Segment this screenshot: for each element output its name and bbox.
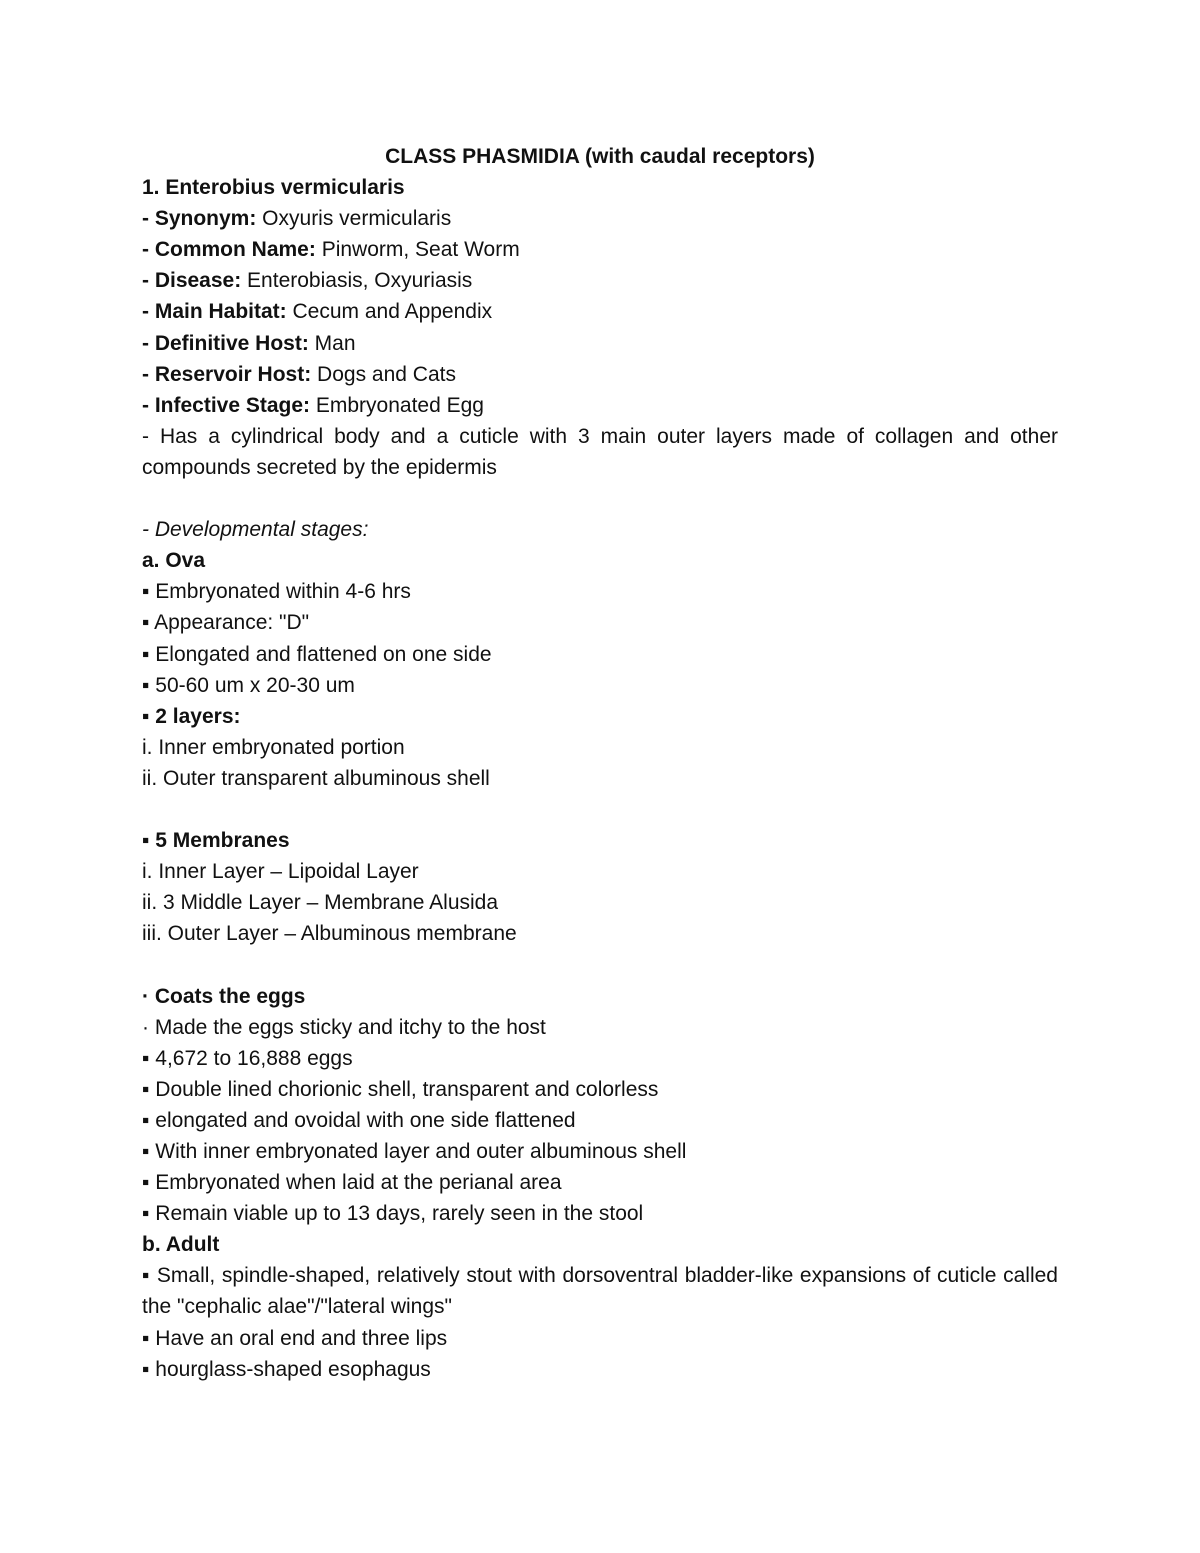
species-heading: 1. Enterobius vermicularis (142, 176, 405, 200)
spacer (142, 949, 1058, 980)
fact-definitive-host (142, 328, 1058, 359)
fact-value: Cecum and Appendix (286, 300, 493, 324)
spacer (142, 483, 1058, 514)
list-item: ▪ 50-60 um x 20-30 um (142, 673, 355, 697)
fact-label: - Infective Stage: (142, 393, 311, 417)
coats-heading: · Coats the eggs (142, 984, 306, 1008)
list-item: · Made the eggs sticky and itchy to the host (142, 1015, 546, 1039)
fact-main-habitat (142, 296, 1058, 327)
fact-synonym (142, 203, 1058, 234)
list-item: ii. Outer transparent albuminous shell (142, 766, 490, 790)
fact-infective-stage (142, 390, 1058, 421)
fact-label: - Synonym: (142, 207, 257, 231)
adult-heading: b. Adult (142, 1233, 220, 1257)
list-item: ▪ Remain viable up to 13 days, rarely seen in the stool (142, 1202, 644, 1226)
spacer (142, 794, 1058, 825)
developmental-stages-label: - Developmental stages: (142, 518, 369, 542)
adult-description: ▪ Small, spindle-shaped, relatively stout with dorsoventral bladder-like expansions of cuticle called the "cephalic alae"/"lateral wings" (142, 1264, 1058, 1319)
page-title: CLASS PHASMIDIA (with caudal receptors) (385, 145, 815, 168)
fact-disease (142, 265, 1058, 296)
list-item: i. Inner Layer – Lipoidal Layer (142, 860, 419, 884)
list-item: ▪ hourglass-shaped esophagus (142, 1357, 431, 1381)
list-item: ▪ Appearance: "D" (142, 611, 310, 635)
fact-label: - Definitive Host: (142, 331, 309, 355)
membranes-heading: ▪ 5 Membranes (142, 829, 290, 853)
fact-common-name (142, 234, 1058, 265)
list-item: ▪ Elongated and flattened on one side (142, 642, 492, 666)
ova-heading: a. Ova (142, 549, 206, 573)
fact-value: Pinworm, Seat Worm (315, 238, 520, 262)
list-item: ▪ With inner embryonated layer and outer albuminous shell (142, 1140, 687, 1163)
fact-value: Enterobiasis, Oxyuriasis (241, 269, 473, 293)
fact-value: Man (308, 331, 356, 355)
body-description: - Has a cylindrical body and a cuticle with 3 main outer layers made of collagen and other compounds secreted by the epidermis (142, 424, 1058, 479)
list-item: iii. Outer Layer – Albuminous membrane (142, 922, 517, 946)
fact-value: Embryonated Egg (310, 393, 484, 417)
list-item: ▪ Embryonated when laid at the perianal area (142, 1171, 562, 1195)
fact-value: Dogs and Cats (311, 362, 456, 386)
fact-label: - Reservoir Host: (142, 362, 312, 386)
list-item: ▪ 4,672 to 16,888 eggs (142, 1046, 353, 1070)
layers-heading: ▪ 2 layers: (142, 704, 241, 728)
fact-reservoir-host (142, 359, 1058, 390)
fact-label: - Disease: (142, 269, 242, 293)
fact-label: - Common Name: (142, 238, 316, 262)
list-item: i. Inner embryonated portion (142, 735, 405, 759)
fact-value: Oxyuris vermicularis (256, 207, 452, 231)
list-item: ▪ Double lined chorionic shell, transparent and colorless (142, 1077, 659, 1101)
fact-label: - Main Habitat: (142, 300, 287, 324)
list-item: ▪ Have an oral end and three lips (142, 1326, 448, 1350)
document-content (142, 141, 1058, 1385)
list-item: ▪ elongated and ovoidal with one side flattened (142, 1108, 576, 1132)
list-item: ▪ Embryonated within 4-6 hrs (142, 580, 411, 604)
list-item: ii. 3 Middle Layer – Membrane Alusida (142, 891, 499, 915)
